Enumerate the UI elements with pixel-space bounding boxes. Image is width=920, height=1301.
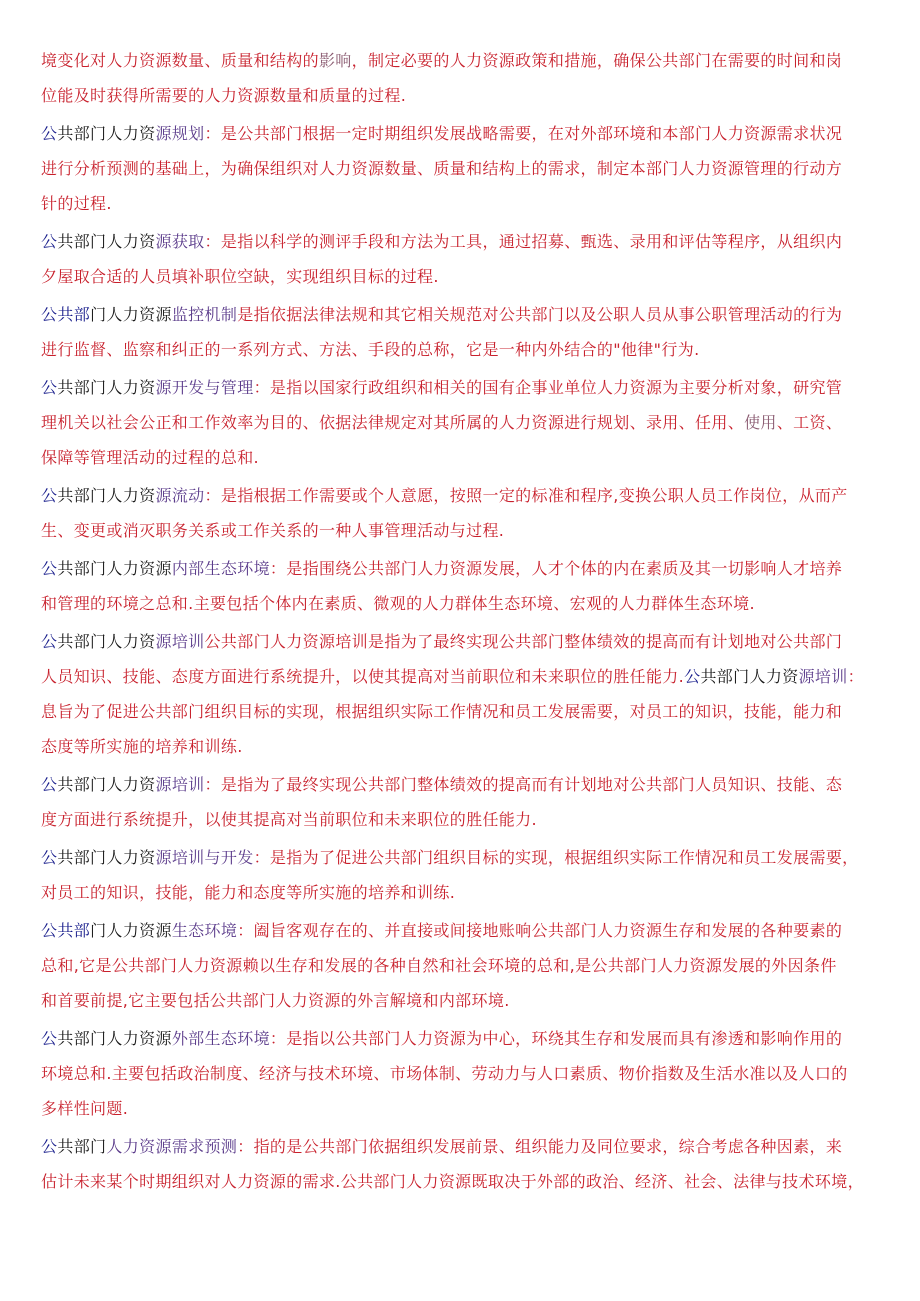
text-line: [41, 448, 259, 468]
text-segment: 进行监督、监察和纠正的一系列方式、方法、手段的总称，它是一种内外结合的"他律"行为.: [41, 340, 700, 359]
text-segment: ：是指以科学的测评手段和方法为工具，通过招募、甄选、录用和评估等程序，从组织内: [204, 232, 843, 251]
text-segment: 使用: [744, 413, 777, 432]
text-segment: 源流动: [155, 486, 205, 505]
text-segment: 共部门人力资: [57, 486, 156, 505]
text-segment: 公: [41, 1029, 58, 1048]
text-line: [41, 667, 864, 687]
text-segment: 生态环境: [171, 921, 238, 940]
text-segment: 总和,它是公共部门人力资源赖以生存和发展的各种自然和社会环境的总和,是公共部门人力资源发展的外因条件: [41, 956, 837, 975]
text-segment: 公: [41, 486, 58, 505]
text-line: [41, 594, 755, 614]
text-segment: 共部门人力资: [57, 775, 156, 794]
text-segment: 和首要前提,它主要包括公共部门人力资源的外言解境和内部环境.: [41, 991, 510, 1010]
text-segment: 度方面进行系统提升，以使其提高对当前职位和未来职位的胜任能力.: [41, 810, 537, 829]
text-segment: 公: [41, 1137, 58, 1156]
text-line: [41, 848, 859, 868]
text-segment: ：是指为了最终实现公共部门整体绩效的提高而有计划地对公共部门人员知识、技能、态: [204, 775, 843, 794]
text-segment: ：是公共部门根据一定时期组织发展战略需要，在对外部环境和本部门人力资源需求状况: [204, 124, 843, 143]
text-segment: 门人力资源: [90, 305, 172, 324]
text-segment: 公: [41, 848, 58, 867]
text-line: [41, 232, 842, 252]
text-segment: 监控机制: [171, 305, 238, 324]
text-segment: 门人力资源: [90, 921, 172, 940]
text-line: [41, 51, 842, 71]
text-line: [41, 956, 837, 976]
text-segment: 生、变更或消灭职务关系或工作关系的一种人事管理活动与过程.: [41, 521, 505, 540]
text-line: [41, 1029, 842, 1049]
text-segment: 是指依据法律法规和其它相关规范对公共部门以及公职人员从事公职管理活动的行为: [237, 305, 843, 324]
text-line: [41, 378, 842, 398]
text-segment: 境变化对人力资源数量、质量和结构的: [41, 51, 319, 70]
text-segment: 对员工的知识，技能，能力和态度等所实施的培养和训练.: [41, 883, 456, 902]
text-line: [41, 1137, 842, 1157]
text-segment: 公共部门人力资源培训是指为了最终实现公共部门整体绩效的提高而有计划地对公共部门: [204, 632, 843, 651]
text-segment: 环境总和.主要包括政治制度、经济与技术环境、市场体制、劳动力与人口素质、物价指数及生活水准以及人口的: [41, 1064, 848, 1083]
text-line: [41, 124, 842, 144]
text-segment: ：是指以国家行政组织和相关的国有企事业单位人力资源为主要分析对象，研究管: [253, 378, 843, 397]
text-line: [41, 1064, 848, 1084]
text-segment: 、工资、: [776, 413, 843, 432]
text-segment: 共部门人力资源: [57, 1029, 172, 1048]
text-segment: 共部门人力资: [700, 667, 799, 686]
text-line: [41, 305, 842, 325]
text-line: [41, 86, 406, 106]
text-segment: ：指的是公共部门依据组织发展前景、组织能力及同位要求，综合考虑各种因素，来: [237, 1137, 843, 1156]
text-segment: 内部生态环境: [171, 559, 270, 578]
text-segment: 和管理的环境之总和.主要包括个体内在素质、微观的人力群体生态环境、宏观的人力群体生态环境.: [41, 594, 755, 613]
text-line: [41, 810, 537, 830]
text-segment: 公: [41, 775, 58, 794]
text-line: [41, 1172, 864, 1192]
text-segment: ：阖旨客观存在的、并直接或间接地账响公共部门人力资源生存和发展的各种要素的: [237, 921, 843, 940]
text-segment: 源培训: [155, 775, 205, 794]
text-segment: 公: [684, 667, 701, 686]
text-segment: 公: [41, 378, 58, 397]
text-segment: 人员知识、技能、态度方面进行系统提升，以使其提高对当前职位和未来职位的胜任能力.: [41, 667, 685, 686]
text-segment: 针的过程.: [41, 194, 112, 213]
text-segment: ：是指根据工作需要或个人意愿，按照一定的标准和程序,变换公职人员工作岗位，从而产: [204, 486, 848, 505]
text-segment: 公共部: [41, 305, 91, 324]
text-segment: 外部生态环境: [171, 1029, 270, 1048]
text-line: [41, 775, 842, 795]
text-segment: ：是指以公共部门人力资源为中心，环绕其生存和发展而具有渗透和影响作用的: [269, 1029, 843, 1048]
text-segment: 多样性问题.: [41, 1099, 129, 1118]
text-line: [41, 486, 848, 506]
text-segment: 源培训: [155, 632, 205, 651]
text-segment: 夕屋取合适的人员填补职位空缺，实现组织目标的过程.: [41, 267, 439, 286]
text-segment: 共部门人力资: [57, 378, 156, 397]
text-line: [41, 159, 842, 179]
text-segment: 估计未来某个时期组织对人力资源的需求.公共部门人力资源既取决于外部的政治、经济、社会、法律与技术环境，: [41, 1172, 864, 1191]
text-segment: 公: [41, 559, 58, 578]
text-segment: 公: [41, 232, 58, 251]
text-segment: 影响: [318, 51, 352, 70]
text-line: [41, 883, 455, 903]
text-line: [41, 632, 842, 652]
text-line: [41, 413, 842, 433]
text-line: [41, 521, 504, 541]
text-segment: 源开发与管理: [155, 378, 254, 397]
text-segment: 进行分析预测的基础上，为确保组织对人力资源数量、质量和结构上的需求，制定本部门人力资源管理的行动方: [41, 159, 843, 178]
text-line: [41, 1099, 128, 1119]
text-line: [41, 737, 243, 757]
text-segment: 共部门人力资源: [57, 559, 172, 578]
text-segment: 保障等管理活动的过程的总和.: [41, 448, 259, 467]
text-segment: 理机关以社会公正和工作效率为目的、依据法律规定对其所属的人力资源进行规划、录用、任用、: [41, 413, 745, 432]
text-segment: 源规划: [155, 124, 205, 143]
text-segment: ，制定必要的人力资源政策和措施，确保公共部门在需要的时间和岗: [351, 51, 843, 70]
text-segment: 源培训与开发: [155, 848, 254, 867]
text-line: [41, 991, 510, 1011]
text-segment: 位能及时获得所需要的人力资源数量和质量的过程.: [41, 86, 407, 105]
text-segment: 公共部: [41, 921, 91, 940]
text-segment: 态度等所实施的培养和训练.: [41, 737, 243, 756]
text-segment: 源培训: [798, 667, 848, 686]
text-segment: 息旨为了促进公共部门组织目标的实现，根据组织实际工作情况和员工发展需要，对员工的知识，技能，能力和: [41, 702, 843, 721]
text-line: [41, 559, 842, 579]
text-segment: 共部门人力资: [57, 632, 156, 651]
text-segment: ：: [847, 667, 864, 686]
text-segment: ：是指围绕公共部门人力资源发展，人才个体的内在素质及其一切影响人才培养: [269, 559, 843, 578]
text-segment: 源获取: [155, 232, 205, 251]
text-segment: 人力资源需求预测: [106, 1137, 238, 1156]
text-segment: ：是指为了促进公共部门组织目标的实现，根据组织实际工作情况和员工发展需要，: [253, 848, 859, 867]
text-line: [41, 702, 842, 722]
text-segment: 共部门人力资: [57, 124, 156, 143]
text-segment: 公: [41, 632, 58, 651]
text-line: [41, 921, 842, 941]
text-line: [41, 194, 112, 214]
text-segment: 共部门人力资: [57, 232, 156, 251]
text-line: [41, 340, 700, 360]
text-line: [41, 267, 439, 287]
text-segment: 共部门: [57, 1137, 107, 1156]
text-segment: 公: [41, 124, 58, 143]
text-segment: 共部门人力资: [57, 848, 156, 867]
